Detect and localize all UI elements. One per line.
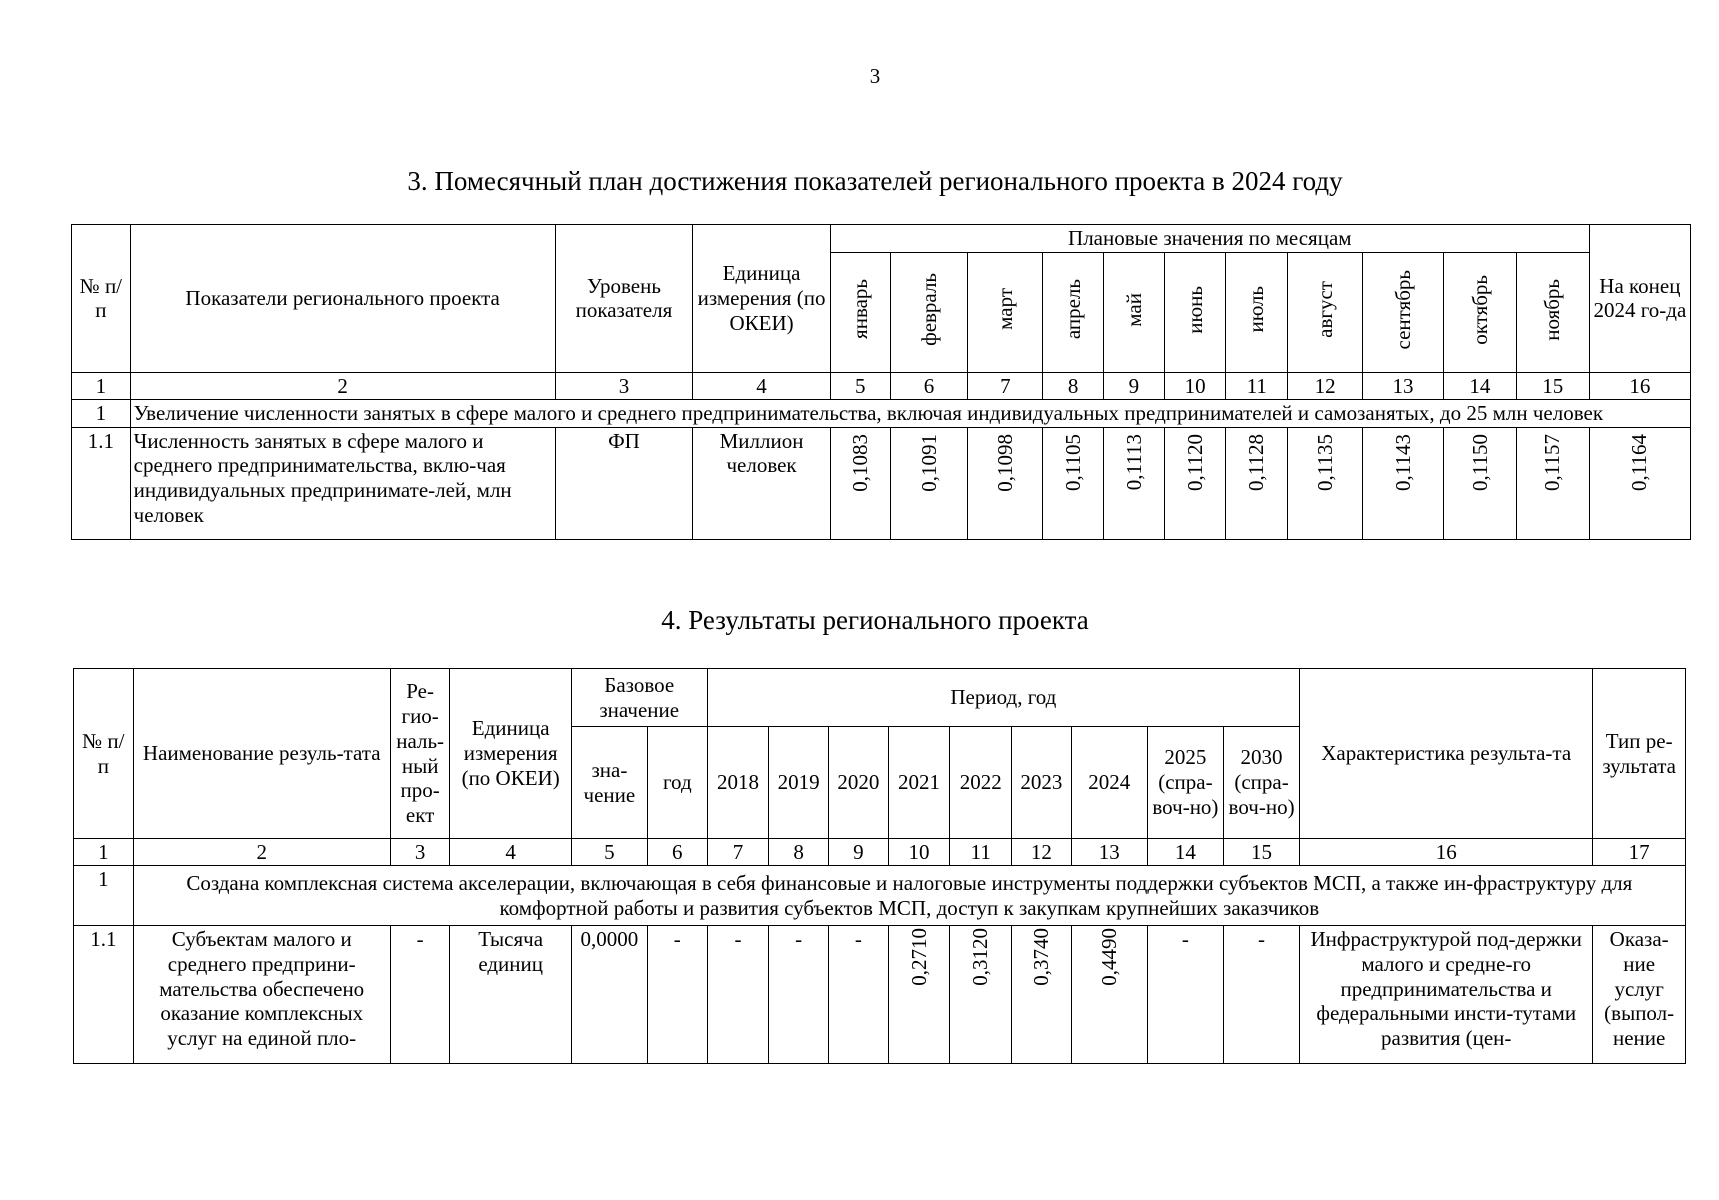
column-number: 8 — [1043, 372, 1104, 399]
column-number: 4 — [450, 839, 571, 866]
header-base-value-value: зна-чение — [571, 727, 647, 839]
header-unit: Единица измерения (по ОКЕИ) — [693, 225, 831, 373]
column-number: 16 — [1589, 372, 1690, 399]
column-number: 9 — [1104, 372, 1165, 399]
column-number: 1 — [72, 372, 131, 399]
header-base-value-year: год — [647, 727, 707, 839]
column-number: 11 — [950, 839, 1012, 866]
column-number: 14 — [1147, 839, 1223, 866]
result-characteristic: Инфраструктурой под-держки малого и средне-го предпринимательства и федеральными инсти-тутами развития (цен- — [1300, 926, 1593, 1064]
monthly-value: 0,1135 — [1288, 427, 1363, 539]
monthly-value: 0,1157 — [1516, 427, 1589, 539]
group-description: Создана комплексная система акселерации, включающая в себя финансовые и налоговые инструменты поддержки субъектов МСП, а также ин-фраструктуру для комфортной работы и развития субъектов МСП, доступ к закупкам крупнейших заказчиков — [133, 866, 1685, 926]
monthly-value: 0,1128 — [1226, 427, 1288, 539]
header-month: июль — [1226, 252, 1288, 372]
indicator-level: ФП — [555, 427, 693, 539]
value-2021: 0,2710 — [888, 926, 950, 1064]
value-2030: - — [1223, 926, 1299, 1064]
header-year-2030: 2030 (спра-воч-но) — [1223, 727, 1299, 839]
group-description: Увеличение численности занятых в сфере малого и среднего предпринимательства, включая индивидуальных предпринимателей и самозанятых, до 25 млн человек — [130, 399, 1690, 427]
column-number: 12 — [1012, 839, 1072, 866]
header-result-name: Наименование резуль-тата — [133, 669, 390, 839]
header-month: январь — [830, 252, 890, 372]
column-number: 15 — [1516, 372, 1589, 399]
header-month: октябрь — [1443, 252, 1516, 372]
header-result-type: Тип ре-зультата — [1593, 669, 1686, 839]
column-number: 3 — [390, 839, 450, 866]
page-number: 3 — [869, 64, 881, 88]
value-2022: 0,3120 — [950, 926, 1012, 1064]
column-number: 7 — [707, 839, 769, 866]
header-indicator: Показатели регионального проекта — [130, 225, 555, 373]
row-number: 1.1 — [74, 926, 134, 1064]
column-number: 5 — [830, 372, 890, 399]
monthly-value: 0,1113 — [1104, 427, 1165, 539]
value-2023: 0,3740 — [1012, 926, 1072, 1064]
indicator-name: Численность занятых в сфере малого и среднего предпринимательства, вклю-чая индивидуальных предпринимате-лей, млн человек — [130, 427, 555, 539]
column-number: 6 — [647, 839, 707, 866]
monthly-value: 0,1098 — [968, 427, 1043, 539]
header-month: ноябрь — [1516, 252, 1589, 372]
header-year: 2018 — [707, 727, 769, 839]
base-year: - — [647, 926, 707, 1064]
column-number: 8 — [769, 839, 829, 866]
header-year: 2023 — [1012, 727, 1072, 839]
result-type: Оказа-ние услуг (выпол-нение — [1593, 926, 1686, 1064]
column-number: 5 — [571, 839, 647, 866]
value-2018: - — [707, 926, 769, 1064]
header-end-of-year: На конец 2024 го-да — [1589, 225, 1690, 373]
row-number: 1.1 — [72, 427, 131, 539]
regional-project-value: - — [390, 926, 450, 1064]
column-number: 15 — [1223, 839, 1299, 866]
value-2024: 0,4490 — [1071, 926, 1147, 1064]
value-2019: - — [769, 926, 829, 1064]
column-number: 1 — [74, 839, 134, 866]
column-number: 13 — [1071, 839, 1147, 866]
column-number: 13 — [1363, 372, 1444, 399]
column-number: 6 — [890, 372, 968, 399]
header-month: март — [968, 252, 1043, 372]
value-2020: - — [829, 926, 889, 1064]
column-number: 3 — [555, 372, 693, 399]
result-unit: Тысяча единиц — [450, 926, 571, 1064]
header-planned-values: Плановые значения по месяцам — [830, 225, 1589, 253]
column-number: 17 — [1593, 839, 1686, 866]
column-number: 16 — [1300, 839, 1593, 866]
header-month: август — [1288, 252, 1363, 372]
header-regional-project: Ре-гио-наль-ный про-ект — [390, 669, 450, 839]
header-base-value: Базовое значение — [571, 669, 707, 727]
column-number: 2 — [133, 839, 390, 866]
header-year-2025: 2025 (спра-воч-но) — [1147, 727, 1223, 839]
section-3-title: 3. Помесячный план достижения показателей регионального проекта в 2024 году — [407, 166, 1343, 196]
section-4-title: 4. Результаты регионального проекта — [661, 605, 1089, 635]
monthly-plan-table — [71, 224, 1691, 540]
header-num: № п/п — [72, 225, 131, 373]
column-number: 11 — [1226, 372, 1288, 399]
monthly-value: 0,1120 — [1164, 427, 1226, 539]
monthly-value: 0,1105 — [1043, 427, 1104, 539]
header-level: Уровень показателя — [555, 225, 693, 373]
header-month: февраль — [890, 252, 968, 372]
column-number: 10 — [1164, 372, 1226, 399]
header-period: Период, год — [707, 669, 1300, 727]
header-year: 2019 — [769, 727, 829, 839]
header-year: 2021 — [888, 727, 950, 839]
header-month: сентябрь — [1363, 252, 1444, 372]
header-month: июнь — [1164, 252, 1226, 372]
column-number: 14 — [1443, 372, 1516, 399]
column-number: 7 — [968, 372, 1043, 399]
group-number: 1 — [72, 399, 131, 427]
monthly-value: 0,1150 — [1443, 427, 1516, 539]
header-characteristic: Характеристика результа-та — [1300, 669, 1593, 839]
column-number: 12 — [1288, 372, 1363, 399]
column-number: 10 — [888, 839, 950, 866]
header-month: апрель — [1043, 252, 1104, 372]
column-number: 9 — [829, 839, 889, 866]
end-of-year-value: 0,1164 — [1589, 427, 1690, 539]
column-number: 4 — [693, 372, 831, 399]
monthly-value: 0,1143 — [1363, 427, 1444, 539]
value-2025: - — [1147, 926, 1223, 1064]
header-month: май — [1104, 252, 1165, 372]
monthly-value: 0,1091 — [890, 427, 968, 539]
results-table — [73, 668, 1686, 1064]
result-name: Субъектам малого и среднего предприни-мательства обеспечено оказание комплексных услуг на единой пло- — [133, 926, 390, 1064]
header-num: № п/п — [74, 669, 134, 839]
monthly-value: 0,1083 — [830, 427, 890, 539]
indicator-unit: Миллион человек — [693, 427, 831, 539]
header-year: 2024 — [1071, 727, 1147, 839]
group-number: 1 — [74, 866, 134, 926]
header-unit: Единица измерения (по ОКЕИ) — [450, 669, 571, 839]
header-year: 2020 — [829, 727, 889, 839]
column-number: 2 — [130, 372, 555, 399]
base-value: 0,0000 — [571, 926, 647, 1064]
header-year: 2022 — [950, 727, 1012, 839]
